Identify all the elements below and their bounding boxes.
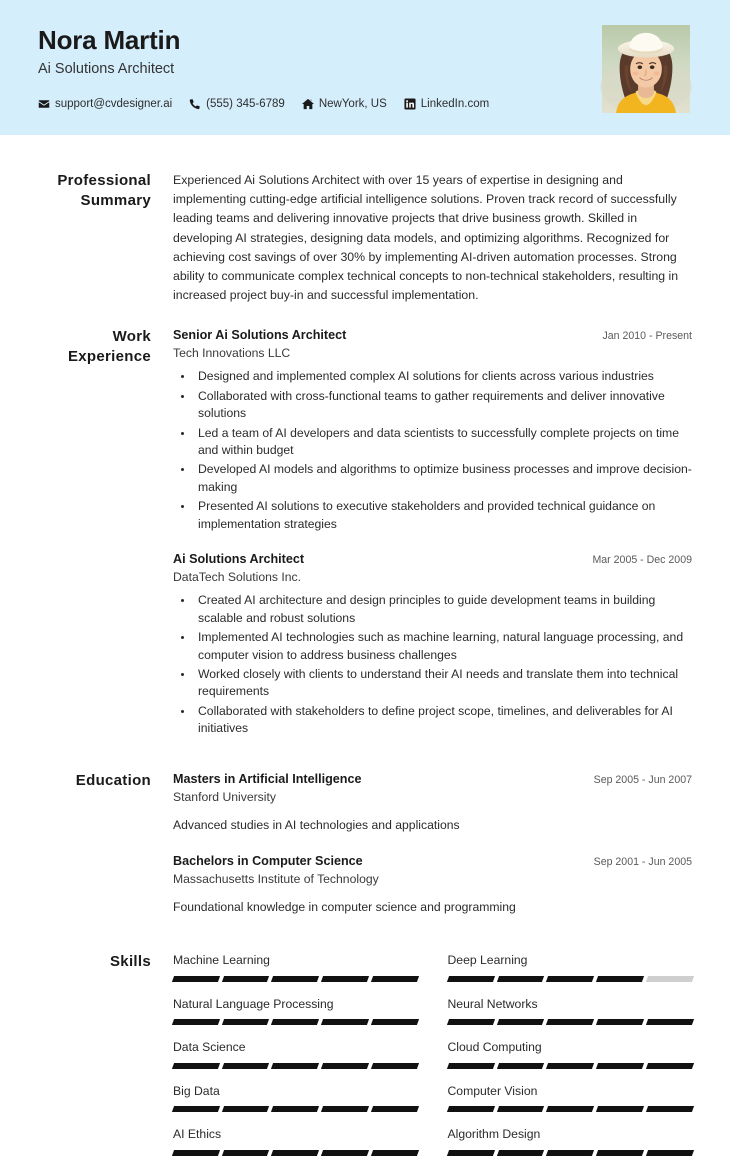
skill-bar-segment xyxy=(546,1106,594,1112)
skill-bar-segment xyxy=(371,1150,419,1156)
education-entry-header xyxy=(173,771,692,788)
work-entry-title: Ai Solutions Architect xyxy=(173,552,305,567)
skill-bar-segment xyxy=(446,1019,494,1025)
education-entry xyxy=(173,771,692,835)
skill-bar-segment xyxy=(645,976,693,982)
skill-bar-segment xyxy=(172,1019,220,1025)
contact-email-label: support@cvdesigner.ai xyxy=(55,97,173,110)
skill-bar-segment xyxy=(321,1150,369,1156)
header-job-title: Ai Solutions Architect xyxy=(38,60,175,77)
skill-bar-segment xyxy=(271,1019,319,1025)
work-entry-header xyxy=(173,551,692,568)
section-content-work xyxy=(173,327,692,740)
skill-bar-segment xyxy=(496,976,544,982)
envelope-icon xyxy=(38,98,50,110)
skill-bar-segment xyxy=(446,1106,494,1112)
education-entry xyxy=(173,853,692,917)
list-item: • Created AI architecture and design principles to guide development teams in building scalable and robust solutions xyxy=(194,592,692,627)
skill-bar-segment xyxy=(496,1063,544,1069)
skill-name: Cloud Computing xyxy=(447,1040,542,1055)
skill-bar-segment xyxy=(596,1106,644,1112)
skill-bar-segment xyxy=(222,1063,270,1069)
skill-bar-segment xyxy=(321,1063,369,1069)
resume-body xyxy=(0,171,730,1142)
skill-bar-segment xyxy=(645,1150,693,1156)
work-entry-header xyxy=(173,327,692,344)
section-content-summary xyxy=(173,171,692,305)
skill-bar-segment xyxy=(645,1019,693,1025)
skill-bar-segment xyxy=(172,976,220,982)
work-entry-bullets xyxy=(173,368,692,533)
skill-level-bar xyxy=(172,976,419,982)
skill-bar-segment xyxy=(371,1106,419,1112)
section-skills xyxy=(38,952,692,1142)
skill-bar-segment xyxy=(546,1150,594,1156)
work-entry-date: Mar 2005 - Dec 2009 xyxy=(592,554,692,567)
contact-location[interactable] xyxy=(302,98,387,110)
list-item: • Developed AI models and algorithms to optimize business processes and improve decision-making xyxy=(194,461,692,496)
contact-linkedin-label: LinkedIn.com xyxy=(420,97,490,110)
skill-item xyxy=(448,996,693,1039)
skill-bar-segment xyxy=(222,976,270,982)
education-entry-description: Advanced studies in AI technologies and applications xyxy=(173,817,460,832)
skill-level-bar xyxy=(446,1106,693,1112)
page-title: Nora Martin xyxy=(38,25,181,55)
education-entry-description: Foundational knowledge in computer science and programming xyxy=(173,899,516,914)
skill-bar-segment xyxy=(321,1019,369,1025)
skill-bar-segment xyxy=(596,1063,644,1069)
skill-bar-segment xyxy=(596,1150,644,1156)
skill-bar-segment xyxy=(271,976,319,982)
avatar xyxy=(602,25,690,113)
education-entry-org: Massachusetts Institute of Technology xyxy=(173,871,379,886)
skill-bar-segment xyxy=(371,1019,419,1025)
skill-bar-segment xyxy=(321,1106,369,1112)
list-item: • Collaborated with stakeholders to define project scope, timelines, and deliverables for AI initiatives xyxy=(194,703,692,738)
list-item: • Designed and implemented complex AI solutions for clients across various industries xyxy=(194,368,692,385)
skill-bar-segment xyxy=(172,1106,220,1112)
skill-level-bar xyxy=(172,1019,419,1025)
skill-item xyxy=(173,952,418,995)
section-content-education xyxy=(173,771,692,917)
skill-bar-segment xyxy=(371,976,419,982)
skill-bar-segment xyxy=(596,976,644,982)
skill-item xyxy=(448,952,693,995)
list-item: • Led a team of AI developers and data scientists to successfully complete projects on time and within budget xyxy=(194,425,692,460)
skill-item xyxy=(173,996,418,1039)
section-content-skills xyxy=(173,952,692,1142)
list-item: • Collaborated with cross-functional teams to gather requirements and deliver innovative solutions xyxy=(194,388,692,423)
section-work-experience xyxy=(38,327,692,740)
skill-bar-segment xyxy=(446,1150,494,1156)
skill-name: Deep Learning xyxy=(447,953,528,968)
summary-text: Experienced Ai Solutions Architect with over 15 years of expertise in designing and implementing cutting-edge artificial intelligence solutions. Proven track record of successfully leading teams and delivering innovative projects that drive business growth. Skilled in developing AI strategies, designing data models, and optimizing algorithms. Recognized for achieving cost savings of over 30% by implementing AI-driven automation processes. Strong ability to communicate complex technical concepts to non-technical stakeholders, resulting in increased project buy-in and successful implementation. xyxy=(173,173,679,303)
education-entry-date: Sep 2001 - Jun 2005 xyxy=(593,855,692,868)
skill-level-bar xyxy=(446,976,693,982)
skill-name: AI Ethics xyxy=(173,1127,222,1142)
skill-item xyxy=(448,1083,693,1126)
list-item: • Presented AI solutions to executive stakeholders and provided technical guidance on implementation strategies xyxy=(194,498,692,533)
skill-level-bar xyxy=(172,1063,419,1069)
section-professional-summary xyxy=(38,171,692,305)
skill-bar-segment xyxy=(371,1063,419,1069)
skill-bar-segment xyxy=(271,1150,319,1156)
skill-bar-segment xyxy=(496,1150,544,1156)
skill-level-bar xyxy=(446,1150,693,1156)
skill-bar-segment xyxy=(596,1019,644,1025)
contact-phone[interactable] xyxy=(189,98,285,110)
education-entry-header xyxy=(173,853,692,870)
education-entry-title: Bachelors in Computer Science xyxy=(173,853,363,868)
work-entry-date: Jan 2010 - Present xyxy=(602,330,692,343)
education-entry-org: Stanford University xyxy=(173,789,276,804)
contact-phone-label: (555) 345-6789 xyxy=(206,97,285,110)
list-item: • Worked closely with clients to understand their AI needs and translate them into technical requirements xyxy=(194,666,692,701)
phone-icon xyxy=(189,98,201,110)
education-entry-date: Sep 2005 - Jun 2007 xyxy=(593,773,692,786)
work-entry-bullets xyxy=(173,592,692,738)
section-education xyxy=(38,771,692,917)
section-label-summary: Professional Summary xyxy=(57,172,151,209)
skill-bar-segment xyxy=(172,1063,220,1069)
skill-level-bar xyxy=(172,1106,419,1112)
skill-level-bar xyxy=(172,1150,419,1156)
skill-bar-segment xyxy=(321,976,369,982)
skill-bar-segment xyxy=(172,1150,220,1156)
skill-name: Computer Vision xyxy=(447,1083,538,1098)
contact-location-label: NewYork, US xyxy=(318,97,387,110)
skill-bar-segment xyxy=(546,1019,594,1025)
work-entry xyxy=(173,551,692,738)
skill-item xyxy=(173,1083,418,1126)
home-icon xyxy=(302,98,314,110)
skill-level-bar xyxy=(446,1063,693,1069)
skill-item xyxy=(448,1039,693,1082)
skill-name: Neural Networks xyxy=(447,996,538,1011)
work-entry-title: Senior Ai Solutions Architect xyxy=(173,328,347,343)
contact-email[interactable] xyxy=(38,98,172,110)
skill-name: Algorithm Design xyxy=(447,1127,541,1142)
skill-bar-segment xyxy=(222,1150,270,1156)
work-entry xyxy=(173,327,692,533)
skill-name: Machine Learning xyxy=(173,953,270,968)
section-label-skills: Skills xyxy=(110,953,151,971)
work-entry-org: Tech Innovations LLC xyxy=(173,346,291,361)
header-identity-block xyxy=(38,22,489,110)
skill-name: Data Science xyxy=(173,1040,246,1055)
skill-bar-segment xyxy=(446,1063,494,1069)
skill-bar-segment xyxy=(496,1106,544,1112)
education-entry-title: Masters in Artificial Intelligence xyxy=(173,771,362,786)
skill-item xyxy=(173,1039,418,1082)
skill-bar-segment xyxy=(222,1019,270,1025)
skill-bar-segment xyxy=(271,1063,319,1069)
skill-bar-segment xyxy=(496,1019,544,1025)
skill-bar-segment xyxy=(446,976,494,982)
contact-linkedin[interactable] xyxy=(404,98,489,110)
contact-row xyxy=(38,98,489,110)
linkedin-icon xyxy=(404,98,416,110)
skill-item xyxy=(173,1126,418,1169)
skill-bar-segment xyxy=(222,1106,270,1112)
section-label-education: Education xyxy=(75,771,151,789)
skill-bar-segment xyxy=(546,976,594,982)
skill-bar-segment xyxy=(271,1106,319,1112)
list-item: • Implemented AI technologies such as machine learning, natural language processing, and computer vision to address business challenges xyxy=(194,629,692,664)
section-label-work: Work Experience xyxy=(67,328,151,365)
work-entry-org: DataTech Solutions Inc. xyxy=(173,570,302,585)
skill-bar-segment xyxy=(645,1106,693,1112)
profile-photo-illustration xyxy=(602,25,690,113)
skills-grid xyxy=(173,952,692,1169)
skill-name: Natural Language Processing xyxy=(173,996,334,1011)
skill-level-bar xyxy=(446,1019,693,1025)
skill-bar-segment xyxy=(546,1063,594,1069)
skill-name: Big Data xyxy=(173,1083,220,1098)
skill-bar-segment xyxy=(645,1063,693,1069)
resume-header xyxy=(0,0,730,135)
skill-item xyxy=(448,1126,693,1169)
